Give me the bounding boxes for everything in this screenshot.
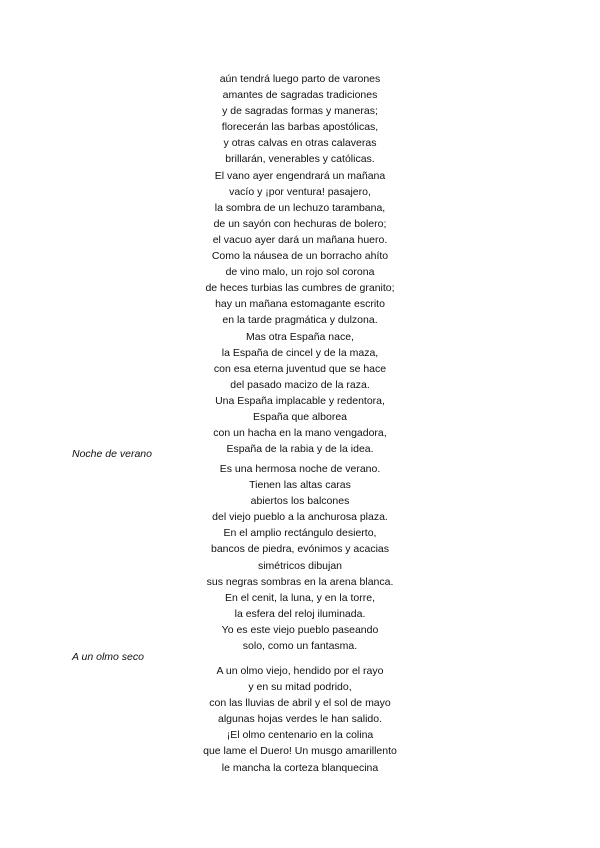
poem-line: A un olmo viejo, hendido por el rayo [216, 665, 384, 677]
poem-stanza [0, 663, 600, 776]
poem-line: del viejo pueblo a la anchurosa plaza. [212, 511, 388, 524]
poem-line: España que alborea [253, 410, 347, 423]
poem-title: Noche de verano [72, 448, 152, 460]
poem-line: el vacuo ayer dará un mañana huero. [212, 233, 388, 246]
poem-line: simétricos dibujan [257, 559, 343, 572]
poem-title: A un olmo seco [72, 651, 144, 663]
poem-line: de vino malo, un rojo sol corona [225, 266, 375, 279]
poem-line: del pasado macizo de la raza. [230, 378, 370, 391]
poem-line: En el cenit, la luna, y en la torre, [225, 591, 375, 604]
poem-line: Tienen las altas caras [249, 479, 351, 492]
poem-line: vacío y ¡por ventura! pasajero, [229, 185, 371, 198]
poem-line: Como la náusea de un borracho ahíto [211, 250, 389, 263]
poem-stanza [0, 461, 600, 654]
poem-line: la esfera del reloj iluminada. [234, 607, 366, 620]
poem-line: amantes de sagradas tradiciones [222, 89, 378, 102]
poem-line: y en su mitad podrido, [248, 681, 352, 694]
poem-line: con las lluvias de abril y el sol de mayo [209, 697, 391, 710]
poem-line: de un sayón con hechuras de bolero; [213, 217, 387, 230]
poem-line: España de la rabia y de la idea. [226, 443, 374, 456]
poem-line: que lame el Duero! Un musgo amarillento [203, 745, 397, 758]
poem-line: Es una hermosa noche de verano. [219, 463, 381, 475]
poem-line: Yo es este viejo pueblo paseando [221, 623, 379, 636]
poem-line: Una España implacable y redentora, [215, 394, 385, 407]
poem-line: algunas hojas verdes le han salido. [217, 713, 383, 726]
poem-line: aún tendrá luego parto de varones [219, 73, 381, 85]
poem-line: en la tarde pragmática y dulzona. [222, 314, 378, 327]
poem-line: florecerán las barbas apostólicas, [221, 121, 379, 134]
poem-line: El vano ayer engendrará un mañana [214, 169, 386, 182]
poem-line: con esa eterna juventud que se hace [213, 362, 387, 375]
poem-line: con un hacha en la mano vengadora, [213, 427, 387, 440]
poem-line: de heces turbias las cumbres de granito; [205, 282, 395, 295]
poem-line: Mas otra España nace, [246, 330, 354, 343]
poem-line: le mancha la corteza blanquecina [221, 761, 379, 774]
poem-line: la España de cincel y de la maza, [221, 346, 379, 359]
poem-line: bancos de piedra, evónimos y acacias [210, 543, 390, 556]
poem-line: En el amplio rectángulo desierto, [223, 527, 377, 540]
poem-line: y otras calvas en otras calaveras [223, 137, 377, 150]
poem-line: ¡El olmo centenario en la colina [226, 729, 374, 742]
poem-line: y de sagradas formas y maneras; [222, 105, 378, 118]
poem-stanza [0, 71, 600, 457]
poem-line: brillarán, venerables y católicas. [225, 153, 375, 166]
poem-line: solo, como un fantasma. [242, 640, 358, 653]
poem-line: sus negras sombras en la arena blanca. [206, 575, 394, 588]
poem-line: la sombra de un lechuzo tarambana, [214, 201, 386, 214]
poem-line: hay un mañana estomagante escrito [215, 298, 385, 311]
poem-line: abiertos los balcones [250, 495, 350, 508]
